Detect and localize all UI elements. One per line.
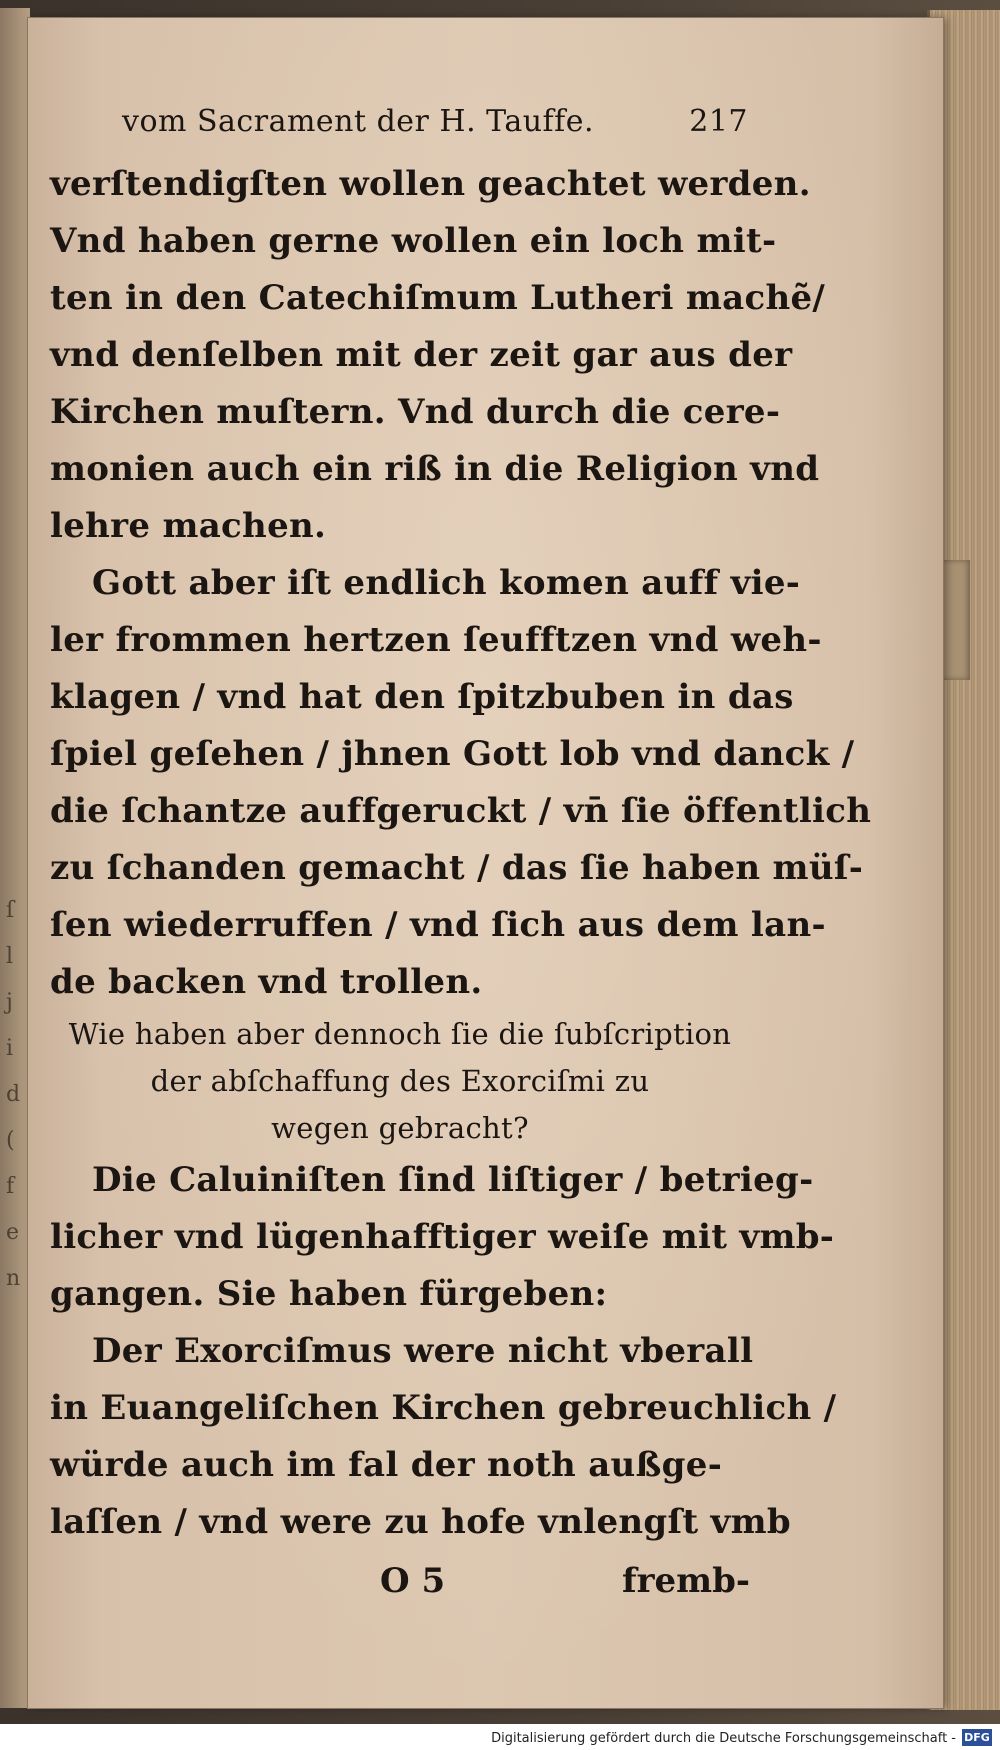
catchline [50,1551,750,1611]
running-head [50,104,750,156]
text-line: gangen. Sie haben fürgeben: [50,1274,608,1314]
text-line: ten in den Catechiſmum Lutheri machẽ/ [50,278,826,318]
text-line: zu ſchanden gemacht / das ſie haben müſ- [50,848,864,888]
gutter-glyph: l [6,944,14,969]
gutter-glyph: n [6,1266,21,1291]
text-line: monien auch ein riß in die Religion vnd [50,449,820,489]
text-line: Vnd haben gerne wollen ein loch mit- [50,221,777,261]
gutter-glyph: d [6,1082,21,1107]
question-line: der abſchaffung des Exorciſmi zu [150,1064,650,1098]
text-line: ſen wiederruffen / vnd ſich aus dem lan- [50,905,826,945]
gutter-show-through [0,8,30,1708]
gutter-glyphs [6,888,20,1302]
text-line: Die Caluiniſten ſind liſtiger / betrieg- [92,1160,814,1200]
text-line: die ſchantze auffgeruckt / vn̄ ſie öffentlich [50,791,872,831]
text-line: de backen vnd trollen. [50,962,483,1002]
gutter-glyph: f [6,1174,15,1199]
question-line: wegen gebracht? [271,1111,529,1145]
gutter-glyph: ſ [6,898,15,923]
dfg-logo: DFG [962,1729,992,1746]
book-page [28,18,943,1708]
paragraph-1 [50,156,826,555]
running-head-title: vom Sacrament der H. Tauffe. [122,104,595,139]
question-line: Wie haben aber dennoch ſie die ſubſcription [68,1017,732,1051]
gutter-glyph: e [6,1220,20,1245]
text-line: klagen / vnd hat den ſpitzbuben in das [50,677,794,717]
gutter-glyph: ( [6,1128,15,1153]
text-line: in Euangeliſchen Kirchen gebreuchlich / [50,1388,837,1428]
text-line: licher vnd lügenhafftiger weiſe mit vmb- [50,1217,835,1257]
text-line: Der Exorciſmus were nicht vberall [92,1331,754,1371]
text-line: laſſen / vnd were zu hofe vnlengſt vmb [50,1502,791,1542]
footer-credit: Digitalisierung gefördert durch die Deutsche Forschungsgemeinschaft - [491,1731,956,1746]
page-number: 217 [689,104,748,139]
footer-bar [0,1724,1000,1750]
text-line: würde auch im fal der noth außge- [50,1445,723,1485]
text-line: verſtendigſten wollen geachtet werden. [50,164,811,204]
text-line: vnd denſelben mit der zeit gar aus der [50,335,793,375]
text-line: Kirchen muſtern. Vnd durch die cere- [50,392,781,432]
gutter-glyph: j [6,990,13,1015]
paragraph-2 [50,555,872,1011]
text-line: ſpiel geſehen / jhnen Gott lob vnd danck / [50,734,855,774]
paragraph-4 [50,1323,837,1551]
question-heading [50,1011,750,1152]
catchword: fremb- [621,1561,750,1601]
text-line: ler frommen hertzen ſeufftzen vnd weh- [50,620,822,660]
signature-mark: O 5 [380,1561,446,1601]
text-line: lehre machen. [50,506,327,546]
text-block [50,104,872,1611]
paragraph-3 [50,1152,835,1323]
text-line: Gott aber iſt endlich komen auff vie- [92,563,801,603]
gutter-glyph: i [6,1036,14,1061]
